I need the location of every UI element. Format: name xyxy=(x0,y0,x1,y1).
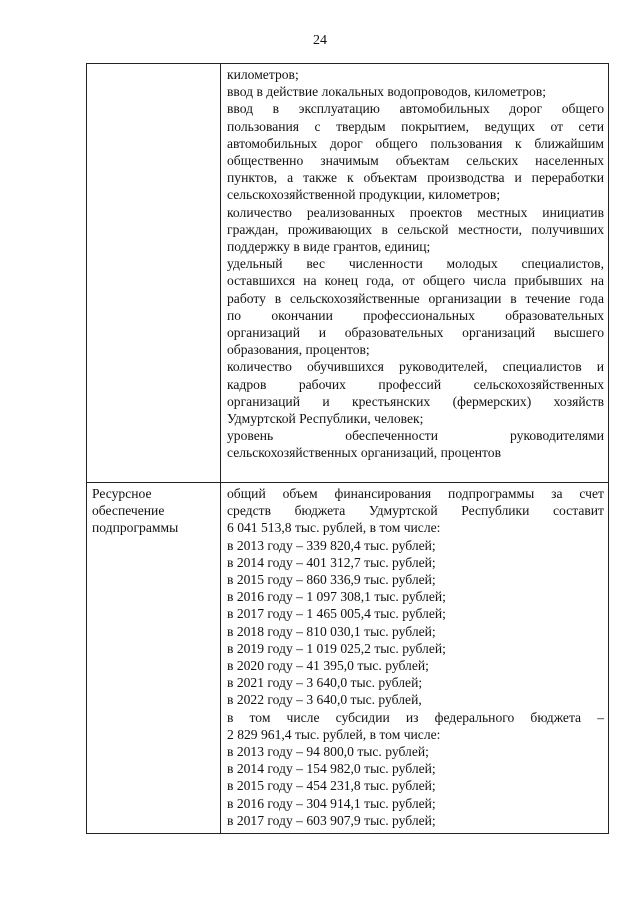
text-line: ввод в действие локальных водопроводов, километров; xyxy=(227,84,547,100)
row-label xyxy=(92,485,216,537)
text-line: работу в сельскохозяйственные организации в течение года xyxy=(227,290,604,306)
label-line: Ресурсное xyxy=(92,486,152,501)
text-line: кадров рабочих профессий сельскохозяйственных xyxy=(227,376,604,392)
text-line: в 2016 году – 304 914,1 тыс. рублей; xyxy=(227,795,436,811)
row-label-cell xyxy=(87,483,221,834)
text-line: в 2014 году – 401 312,7 тыс. рублей; xyxy=(227,554,436,570)
text-line: километров; xyxy=(227,67,299,82)
text-line: уровень обеспеченности руководителями xyxy=(227,428,604,444)
text-line: образования, процентов; xyxy=(227,342,370,358)
row-label-cell xyxy=(87,64,221,483)
text-line: граждан, проживающих в сельской местности, получивших xyxy=(227,221,604,237)
row-content-cell xyxy=(221,64,609,483)
text-line: общий объем финансирования подпрограммы за счет xyxy=(227,486,604,501)
text-line: сельскохозяйственной продукции, километров; xyxy=(227,187,501,203)
text-line: пользования с твердым покрытием, ведущих от сети xyxy=(227,118,604,134)
text-line: количество обучившихся руководителей, специалистов и xyxy=(227,359,604,375)
text-line: в 2014 году – 154 982,0 тыс. рублей; xyxy=(227,761,436,777)
text-line: 6 041 513,8 тыс. рублей, в том числе: xyxy=(227,520,441,536)
text-line: в 2020 году – 41 395,0 тыс. рублей; xyxy=(227,658,429,674)
table-row xyxy=(87,64,609,483)
text-line: ввод в эксплуатацию автомобильных дорог общего xyxy=(227,101,604,117)
text-line: средств бюджета Удмуртской Республики составит xyxy=(227,503,604,519)
text-line: организаций и образовательных организаций высшего xyxy=(227,325,604,341)
table-row xyxy=(87,483,609,834)
text-line: удельный вес численности молодых специалистов, xyxy=(227,256,604,272)
text-line: оставшихся на конец года, от общего числа прибывших на xyxy=(227,273,604,289)
funding-list xyxy=(227,485,604,829)
indicator-list xyxy=(227,66,604,462)
text-line: в 2022 году – 3 640,0 тыс. рублей, xyxy=(227,692,422,708)
text-line: количество реализованных проектов местных инициатив xyxy=(227,204,604,220)
document-table xyxy=(86,63,609,834)
text-line: в 2015 году – 454 231,8 тыс. рублей; xyxy=(227,778,436,794)
label-line: подпрограммы xyxy=(92,520,179,536)
row-content-cell xyxy=(221,483,609,834)
text-line: сельскохозяйственных организаций, процентов xyxy=(227,445,502,461)
text-line: в 2021 году – 3 640,0 тыс. рублей; xyxy=(227,675,423,691)
text-line: организаций и крестьянских (фермерских) хозяйств xyxy=(227,393,604,409)
page-number: 24 xyxy=(313,33,327,48)
text-line: в 2019 году – 1 019 025,2 тыс. рублей; xyxy=(227,640,446,656)
text-line: в 2015 году – 860 336,9 тыс. рублей; xyxy=(227,572,436,588)
text-line: в 2017 году – 1 465 005,4 тыс. рублей; xyxy=(227,606,446,622)
text-line: по окончании профессиональных образовательных xyxy=(227,307,604,323)
text-line: автомобильных дорог общего пользования к ближайшим xyxy=(227,135,604,151)
text-line: в 2017 году – 603 907,9 тыс. рублей; xyxy=(227,812,436,828)
text-line: общественно значимым объектам сельских населенных xyxy=(227,153,604,169)
text-line: в том числе субсидии из федерального бюджета – xyxy=(227,709,604,725)
text-line: поддержку в виде грантов, единиц; xyxy=(227,239,431,255)
text-line: в 2016 году – 1 097 308,1 тыс. рублей; xyxy=(227,589,446,605)
label-line: обеспечение xyxy=(92,503,165,519)
text-line: Удмуртской Республики, человек; xyxy=(227,411,424,427)
text-line: в 2018 году – 810 030,1 тыс. рублей; xyxy=(227,623,436,639)
text-line: пунктов, а также к объектам производства и переработки xyxy=(227,170,604,186)
text-line: в 2013 году – 94 800,0 тыс. рублей; xyxy=(227,744,429,760)
text-line: в 2013 году – 339 820,4 тыс. рублей; xyxy=(227,537,436,553)
text-line: 2 829 961,4 тыс. рублей, в том числе: xyxy=(227,726,441,742)
